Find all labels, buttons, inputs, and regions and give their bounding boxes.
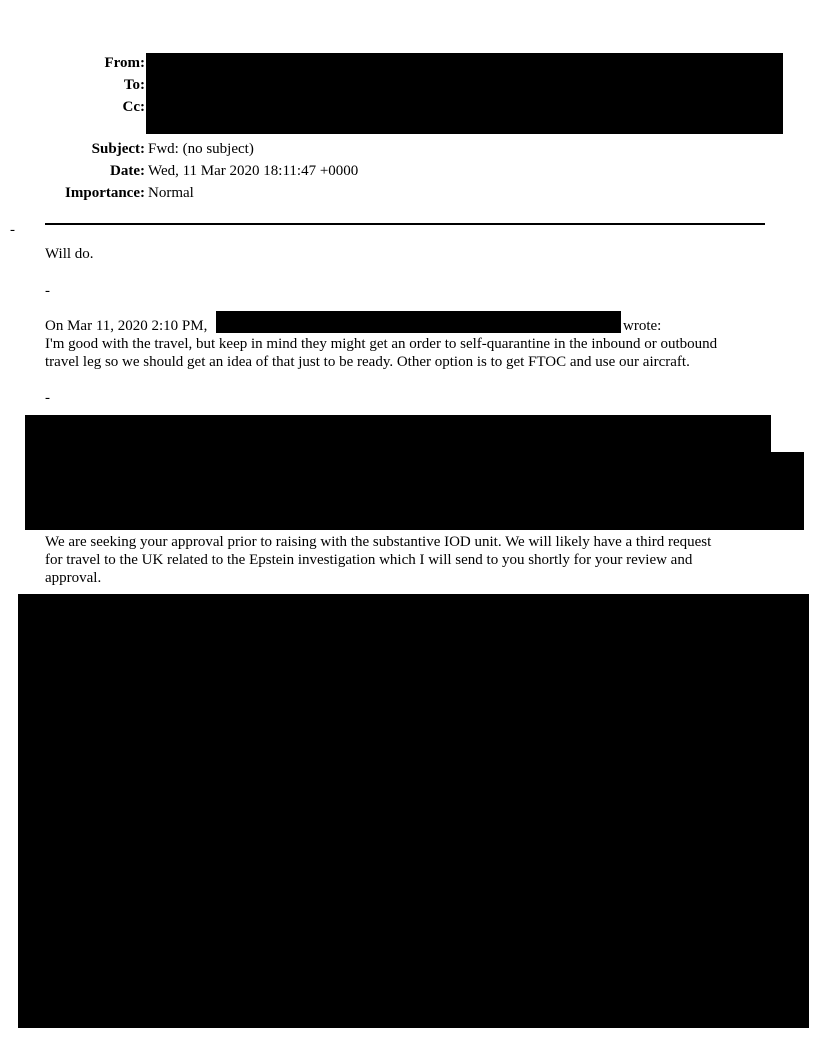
importance-value: Normal <box>148 185 194 201</box>
request-line: approval. <box>45 570 102 586</box>
subject-label: Subject: <box>91 141 145 157</box>
quote-intro-prefix: On Mar 11, 2020 2:10 PM, <box>45 318 208 334</box>
quoted-line: travel leg so we should get an idea of that just to be ready. Other option is to get FTOC and use our aircraft. <box>45 354 690 370</box>
date-label: Date: <box>110 163 145 179</box>
cc-label: Cc: <box>122 99 145 115</box>
bottom-block-redaction <box>18 594 809 1028</box>
header-recipients-redaction <box>146 53 783 134</box>
quoted-line: I'm good with the travel, but keep in mind they might get an order to self-quarantine in the inbound or outbound <box>45 336 718 352</box>
separator-dash: - <box>45 390 50 406</box>
header-divider <box>45 223 765 225</box>
request-line: for travel to the UK related to the Epstein investigation which I will send to you shortly for your review and <box>45 552 693 568</box>
subject-value: Fwd: (no subject) <box>148 141 254 157</box>
sender-name-redaction <box>216 311 621 333</box>
date-value: Wed, 11 Mar 2020 18:11:47 +0000 <box>148 163 359 179</box>
to-label: To: <box>123 77 145 93</box>
quote-intro-suffix: wrote: <box>623 318 662 334</box>
from-label: From: <box>104 55 145 71</box>
quoted-block-redaction <box>25 415 771 455</box>
separator-dash: - <box>45 283 50 299</box>
quoted-block-redaction <box>25 452 804 530</box>
margin-dash: - <box>10 222 15 238</box>
importance-label: Importance: <box>65 185 145 201</box>
reply-text: Will do. <box>45 246 94 262</box>
request-line: We are seeking your approval prior to raising with the substantive IOD unit. We will likely have a third request <box>45 534 712 550</box>
